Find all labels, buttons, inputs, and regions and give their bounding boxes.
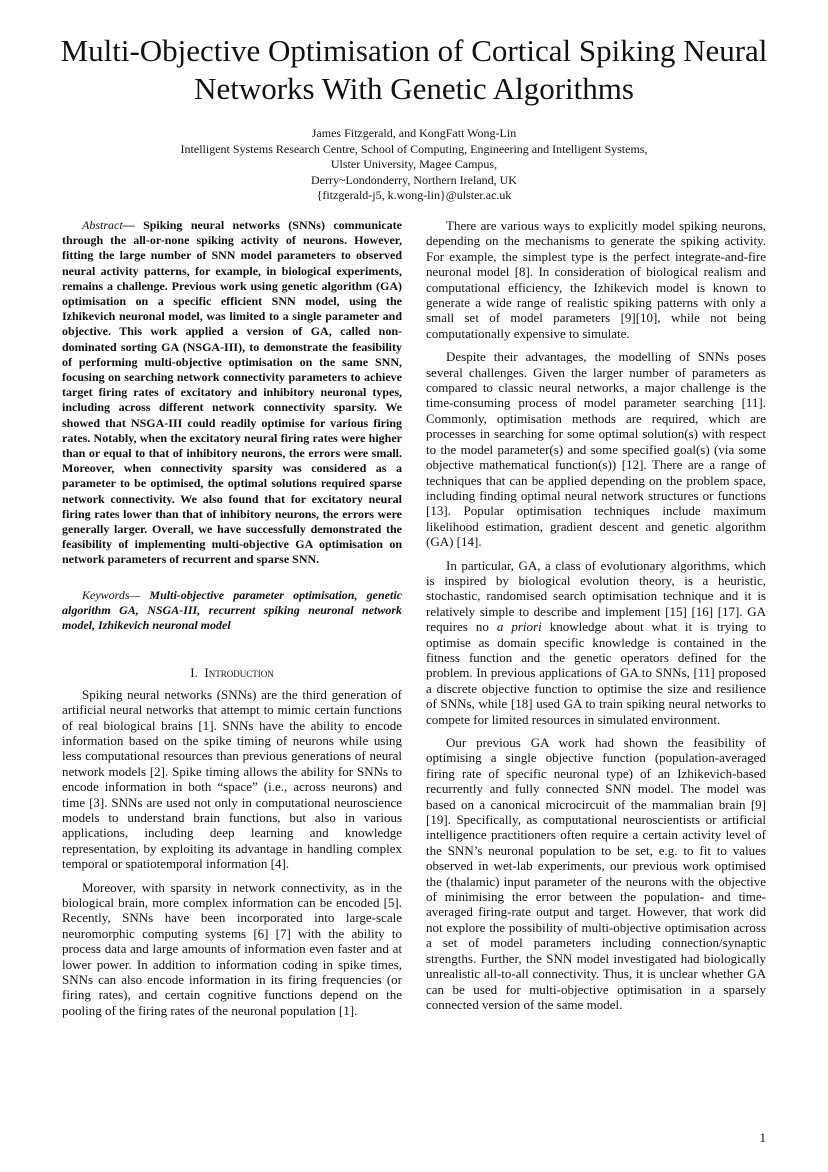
body-paragraph: Moreover, with sparsity in network connectivity, as in the biological brain, more complex information can be encoded [5]. Recently, SNNs have been incorporated into large-scale neuromorphic computing systems [6] [7] with the ability to process data and large amounts of information even faster and at lower power. In addition to information coding in spike times, SNNs can also encode information in its firing frequencies (or firing rates), and certain cognitive functions depend on the pooling of the firing rates of the neuronal population [1]. xyxy=(62,879,402,1018)
emphasis-text: a priori xyxy=(496,619,542,635)
abstract xyxy=(62,218,402,568)
section-title: Introduction xyxy=(204,665,274,681)
keywords xyxy=(62,588,402,634)
paper-title: Multi-Objective Optimisation of Cortical Spiking Neural Networks With Genetic Algorithms xyxy=(60,33,768,106)
paragraph-text: In particular, GA, a class of evolutionary algorithms, which is inspired by biological evolution theory, is a heuristic, stochastic, randomised search optimisation technique and it is relatively simple to describe and implement [15] [16] [17]. GA requires no xyxy=(426,557,766,635)
left-column xyxy=(62,218,402,1026)
section-heading xyxy=(62,665,402,680)
body-paragraph: Our previous GA work had shown the feasibility of optimising a single objective function (population-averaged firing rate of specific neuronal type) of an Izhikevich-based recurrently and fully connected SNN model. The model was based on a canonical microcircuit of the mammalian brain [9] [19]. Specifically, as computational neuroscientists or artificial intelligence practitioners often require a certain activity level of the SNN’s neuronal population to be set, e.g. to fit to values observed in wet-lab experiments, our previous work optimised the (thalamic) input parameter of the neurons with the objective of minimising the error between the population- and time-averaged firing-rate output and target. However, that work did not explore the possibility of multi-objective optimisation across a set of model parameters including connection/synaptic strengths. Further, the SNN model investigated had biologically unrealistic all-to-all connectivity. Thus, it is unclear whether GA can be used for multi-objective optimisation in a sparsely connected version of the same model. xyxy=(426,735,766,1012)
author-block xyxy=(40,126,788,204)
author-names: James Fitzgerald, and KongFatt Wong-Lin xyxy=(311,126,517,140)
body-paragraph: Despite their advantages, the modelling of SNNs poses several challenges. Given the larger number of parameters as compared to classic neural networks, a major challenge is the time-consuming process of model parameter searching [11]. Commonly, optimisation methods are required, which are processes in searching for some optimal solution(s) with respect to the model parameter(s) and some specified goal(s) (via some objective mathematical function(s)) [12]. There are a range of techniques that can be applied depending on the problem space, including finding optimal neural network structures or functions [13]. Popular optimisation techniques include maximum likelihood estimation, gradient descent and genetic algorithm (GA) [14]. xyxy=(426,349,766,550)
affiliation-line: Intelligent Systems Research Centre, School of Computing, Engineering and Intelligent Systems, xyxy=(180,141,648,156)
abstract-label: Abstract xyxy=(82,218,123,232)
body-paragraph: Spiking neural networks (SNNs) are the third generation of artificial neural networks that attempt to mimic certain functions of real biological brains [1]. SNNs have the ability to encode information based on the spike timing of neurons while using less computational resources than previous generations of neural network models [2]. Spike timing allows the ability for SNNs to encode information in both “space” (i.e., across neurons) and time [3]. SNNs are used not only in computational neuroscience models to understand brain functions, but also in various applications, including deep learning and knowledge representation, by exploiting its advantage in handling complex temporal or spatiotemporal information [4]. xyxy=(62,686,402,872)
right-column xyxy=(426,218,766,1020)
abstract-text: Spiking neural networks (SNNs) communicate through the all-or-none spiking activity of neurons. However, fitting the large number of SNN model parameters to observed neural activity patterns, for example, in biological experiments, remains a challenge. Previous work using genetic algorithm (GA) optimisation on a specific efficient SNN model, using the Izhikevich neuronal model, was limited to a single parameter and objective. This work applied a version of GA, called non-dominated sorting GA (NSGA-III), to demonstrate the feasibility of performing multi-objective optimisation on the same SNN, focusing on searching network connectivity parameters to achieve target firing rates of excitatory and inhibitory neuronal types, including across different network connectivity sparsity. We showed that NSGA-III could readily optimise for various firing rates. Notably, when the excitatory neural firing rates were higher than or equal to that of inhibitory neurons, the errors were small. Moreover, when connectivity sparsity was considered as a parameter to be optimised, the optimal solutions required sparse network connectivity. We also found that for excitatory neural firing rates lower than that of inhibitory neurons, the errors were generally larger. Overall, we have successfully demonstrated the feasibility of implementing multi-objective GA optimisation on network parameters of recurrent and sparse SNN. xyxy=(62,218,402,567)
affiliation-line: Derry~Londonderry, Northern Ireland, UK xyxy=(311,172,517,187)
author-email: {fitzgerald-j5, k.wong-lin}@ulster.ac.uk xyxy=(316,188,512,202)
keywords-dash: — xyxy=(129,587,141,602)
affiliation-line: Ulster University, Magee Campus, xyxy=(330,157,498,171)
paragraph-text: knowledge about what it is trying to optimise as domain specific knowledge is contained in the fitness function and the genetic operators defined for the problem. In previous applications of GA to SNNs, [11] proposed a discrete objective function to optimise the size and resilience of SNNs, while [18] used GA to train spiking neural networks to compete for limited resources in simulated environment. xyxy=(426,619,766,727)
body-paragraph xyxy=(426,558,766,727)
page-number: 1 xyxy=(759,1130,766,1145)
abstract-dash: — xyxy=(122,218,135,232)
keywords-text: Multi-objective parameter optimisation, genetic algorithm GA, NSGA-III, recurrent spiking neuronal network model, Izhikevich neuronal model xyxy=(62,587,402,633)
keywords-label: Keywords xyxy=(82,587,130,602)
section-number: I. xyxy=(190,665,198,681)
body-paragraph: There are various ways to explicitly model spiking neurons, depending on the mechanisms to generate the spiking activity. For example, the simplest type is the perfect integrate-and-fire neuronal model [8]. In consideration of biological realism and computational efficiency, the Izhikevich model is known to generate a wide range of realistic spiking patterns with only a small set of model parameters [9][10], while not being computationally expensive to simulate. xyxy=(426,218,766,341)
